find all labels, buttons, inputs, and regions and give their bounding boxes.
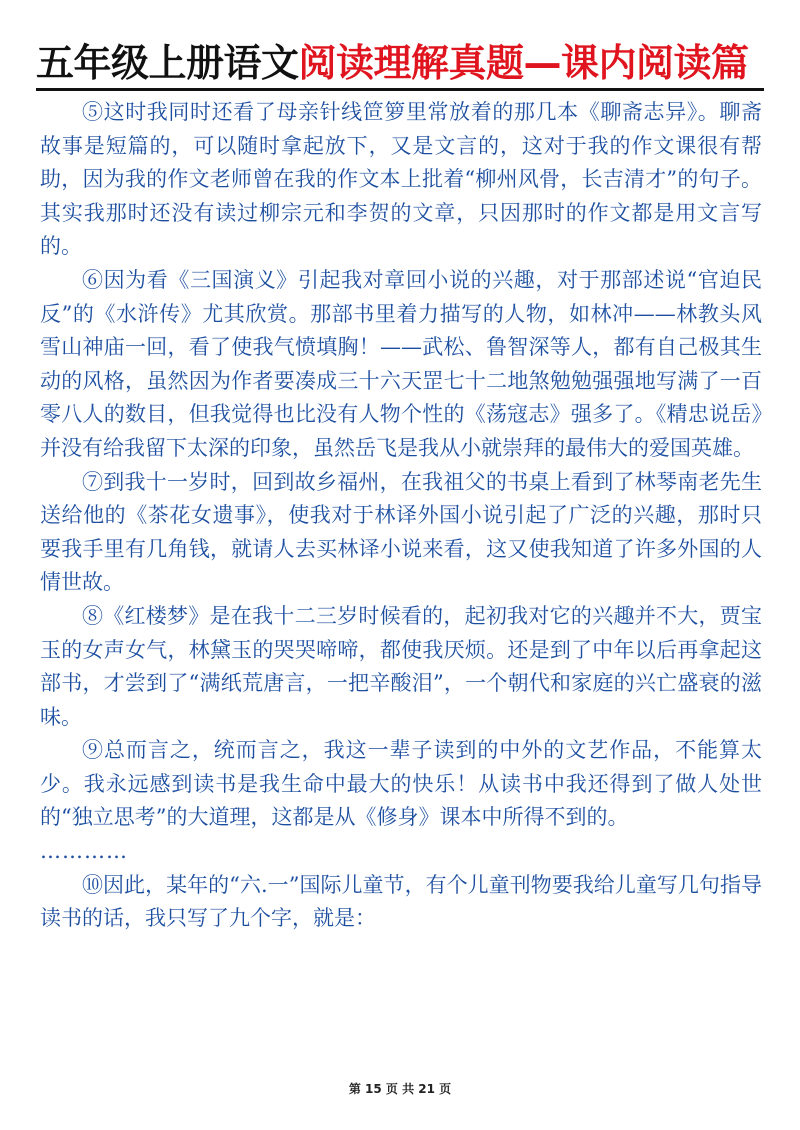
ellipsis-separator: ………… xyxy=(40,839,128,864)
page-title xyxy=(36,38,764,90)
title-underline xyxy=(36,88,764,91)
paragraph-8: ⑧《红楼梦》是在我十二三岁时候看的，起初我对它的兴趣并不大，贾宝玉的女声女气，林黛玉的哭哭啼啼，都使我厌烦。还是到了中年以后再拿起这部书，才尝到了“满纸荒唐言，一把辛酸泪”，一个朝代和家庭的兴亡盛衰的滋味。 xyxy=(40,603,762,729)
paragraph-10: ⑩因此，某年的“六.一”国际儿童节，有个儿童刊物要我给儿童写几句指导读书的话，我只写了九个字，就是： xyxy=(40,872,762,931)
page-number: 第 15 页 共 21 页 xyxy=(348,1082,452,1096)
title-grade-subject: 五年级上册语文 xyxy=(36,41,299,85)
paragraph-6: ⑥因为看《三国演义》引起我对章回小说的兴趣，对于那部述说“官迫民反”的《水浒传》尤其欣赏。那部书里着力描写的人物，如林冲——林教头风雪山神庙一回，看了使我气愤填胸！——武松、鲁智深等人，都有自己极其生动的风格，虽然因为作者要凑成三十六天罡七十二地煞勉勉强强地写满了一百零八人的数目，但我觉得也比没有人物个性的《荡寇志》强多了。《精忠说岳》并没有给我留下太深的印象，虽然岳飞是我从小就崇拜的最伟大的爱国英雄。 xyxy=(40,267,762,460)
paragraph-7: ⑦到我十一岁时，回到故乡福州，在我祖父的书桌上看到了林琴南老先生送给他的《茶花女遗事》，使我对于林译外国小说引起了广泛的兴趣，那时只要我手里有几角钱，就请人去买林译小说来看，这又使我知道了许多外国的人情世故。 xyxy=(40,469,762,595)
paragraph-5: ⑤这时我同时还看了母亲针线笸箩里常放着的那几本《聊斋志异》。聊斋故事是短篇的，可以随时拿起放下，又是文言的，这对于我的作文课很有帮助，因为我的作文老师曾在我的作文本上批着“柳州风骨，长吉清才”的句子。其实我那时还没有读过柳宗元和李贺的文章，只因那时的作文都是用文言写的。 xyxy=(40,100,762,259)
reading-passage xyxy=(40,96,762,936)
title-topic: 阅读理解真题—课内阅读篇 xyxy=(298,41,749,85)
paragraph-9: ⑨总而言之，统而言之，我这一辈子读到的中外的文艺作品，不能算太少。我永远感到读书是我生命中最大的快乐！从读书中我还得到了做人处世的“独立思考”的大道理，这都是从《修身》课本中所得不到的。 xyxy=(40,738,762,830)
